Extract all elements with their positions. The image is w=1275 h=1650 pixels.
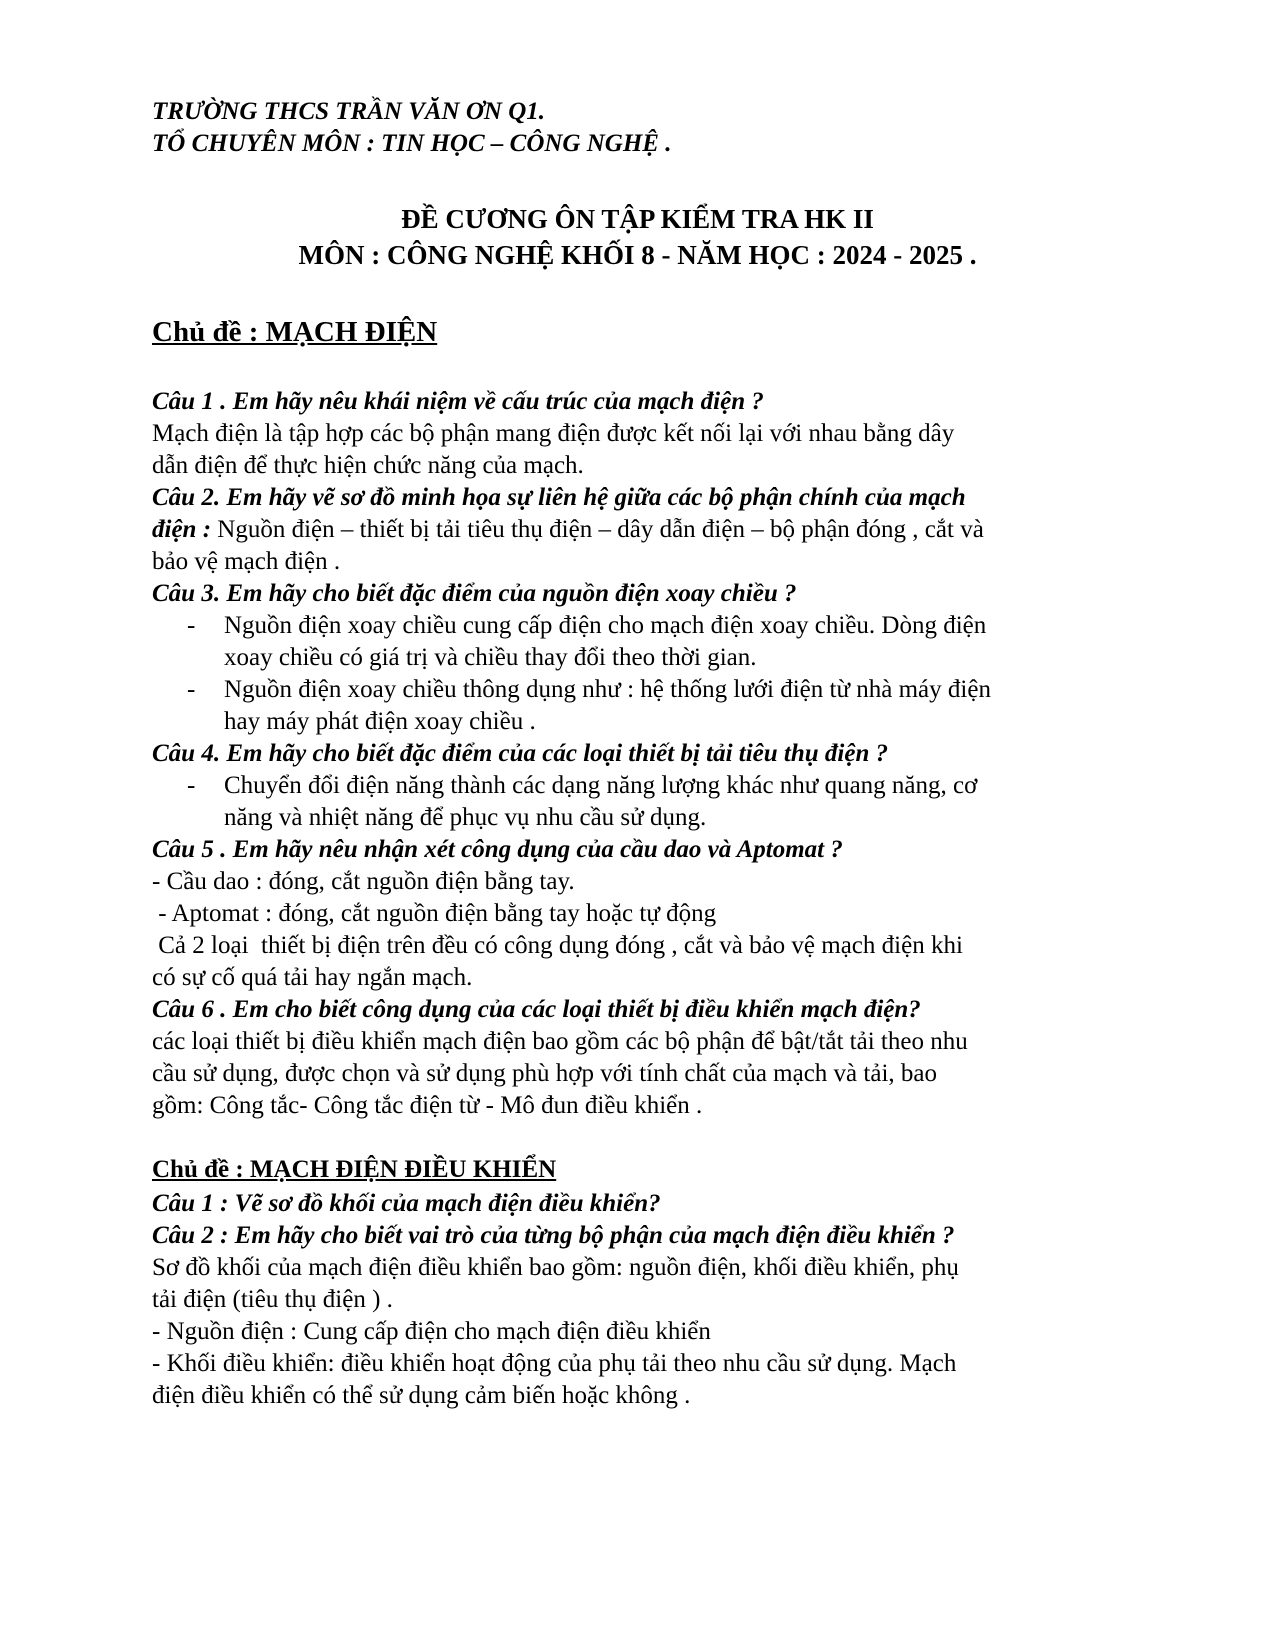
topic2-answer-line-1: Sơ đồ khối của mạch điện điều khiển bao gồm: nguồn điện, khối điều khiển, phụ bbox=[152, 1254, 959, 1281]
answer-2-line-1: Nguồn điện – thiết bị tải tiêu thụ điện – dây dẫn điện – bộ phận đóng , cắt và bbox=[211, 516, 984, 543]
topic2-answer-line-3: - Nguồn điện : Cung cấp điện cho mạch điện điều khiển bbox=[152, 1318, 711, 1345]
answer-2-line-2: bảo vệ mạch điện . bbox=[152, 548, 341, 575]
answer-4-line-2: năng và nhiệt năng để phục vụ nhu cầu sử dụng. bbox=[224, 804, 707, 831]
topic2-question-2: Câu 2 : Em hãy cho biết vai trò của từng bộ phận của mạch điện điều khiển ? bbox=[152, 1222, 955, 1249]
question-5: Câu 5 . Em hãy nêu nhận xét công dụng của cầu dao và Aptomat ? bbox=[152, 836, 843, 863]
question-6: Câu 6 . Em cho biết công dụng của các loại thiết bị điều khiển mạch điện? bbox=[152, 996, 921, 1023]
answer-6-line-3: gồm: Công tắc- Công tắc điện từ - Mô đun điều khiển . bbox=[152, 1092, 703, 1119]
question-2-line-2 bbox=[152, 514, 984, 546]
topic2-question-1: Câu 1 : Vẽ sơ đồ khối của mạch điện điều khiển? bbox=[152, 1190, 661, 1217]
topic-heading-mach-dien: Chủ đề : MẠCH ĐIỆN bbox=[152, 316, 438, 348]
document-subtitle: MÔN : CÔNG NGHỆ KHỐI 8 - NĂM HỌC : 2024 - 2025 . bbox=[298, 240, 977, 270]
topic2-answer-line-4: - Khối điều khiển: điều khiển hoạt động của phụ tải theo nhu cầu sử dụng. Mạch bbox=[152, 1350, 957, 1377]
answer-1-line-2: dẫn điện để thực hiện chức năng của mạch. bbox=[152, 452, 584, 479]
bullet-marker: - bbox=[187, 612, 196, 639]
question-4: Câu 4. Em hãy cho biết đặc điểm của các loại thiết bị tải tiêu thụ điện ? bbox=[152, 740, 889, 767]
answer-4-line-1: Chuyển đổi điện năng thành các dạng năng lượng khác như quang năng, cơ bbox=[224, 772, 978, 799]
topic2-answer-line-2: tải điện (tiêu thụ điện ) . bbox=[152, 1286, 393, 1313]
answer-3-bullet-2-line-1: Nguồn điện xoay chiều thông dụng như : hệ thống lưới điện từ nhà máy điện bbox=[224, 676, 991, 703]
school-name: TRƯỜNG THCS TRẦN VĂN ƠN Q1. bbox=[152, 98, 546, 125]
answer-5-summary-line-2: có sự cố quá tải hay ngắn mạch. bbox=[152, 964, 473, 991]
question-3: Câu 3. Em hãy cho biết đặc điểm của nguồn điện xoay chiều ? bbox=[152, 580, 797, 607]
bullet-marker: - bbox=[187, 676, 196, 703]
document-title: ĐỀ CƯƠNG ÔN TẬP KIỂM TRA HK II bbox=[401, 204, 874, 234]
answer-5-cau-dao: - Cầu dao : đóng, cắt nguồn điện bằng tay. bbox=[152, 868, 575, 895]
bullet-marker: - bbox=[187, 772, 196, 799]
answer-3-bullet-1-line-1: Nguồn điện xoay chiều cung cấp điện cho mạch điện xoay chiều. Dòng điện bbox=[224, 612, 987, 639]
answer-5-summary-line-1: Cả 2 loại thiết bị điện trên đều có công dụng đóng , cắt và bảo vệ mạch điện khi bbox=[152, 932, 963, 959]
department-name: TỔ CHUYÊN MÔN : TIN HỌC – CÔNG NGHỆ . bbox=[152, 130, 672, 157]
answer-6-line-2: cầu sử dụng, được chọn và sử dụng phù hợp với tính chất của mạch và tải, bao bbox=[152, 1060, 937, 1087]
answer-3-bullet-1-line-2: xoay chiều có giá trị và chiều thay đổi theo thời gian. bbox=[224, 644, 757, 671]
question-1: Câu 1 . Em hãy nêu khái niệm về cấu trúc của mạch điện ? bbox=[152, 388, 764, 415]
question-2-label: điện : bbox=[152, 516, 212, 543]
question-2-line-1: Câu 2. Em hãy vẽ sơ đồ minh họa sự liên hệ giữa các bộ phận chính của mạch bbox=[152, 484, 966, 511]
answer-5-aptomat: - Aptomat : đóng, cắt nguồn điện bằng tay hoặc tự động bbox=[152, 900, 717, 927]
answer-1-line-1: Mạch điện là tập hợp các bộ phận mang điện được kết nối lại với nhau bằng dây bbox=[152, 420, 955, 447]
answer-3-bullet-2-line-2: hay máy phát điện xoay chiều . bbox=[224, 708, 536, 735]
topic2-answer-line-5: điện điều khiển có thể sử dụng cảm biến hoặc không . bbox=[152, 1382, 691, 1409]
answer-6-line-1: các loại thiết bị điều khiển mạch điện bao gồm các bộ phận để bật/tắt tải theo nhu bbox=[152, 1028, 968, 1055]
topic-heading-mach-dien-dieu-khien: Chủ đề : MẠCH ĐIỆN ĐIỀU KHIỂN bbox=[152, 1156, 557, 1183]
